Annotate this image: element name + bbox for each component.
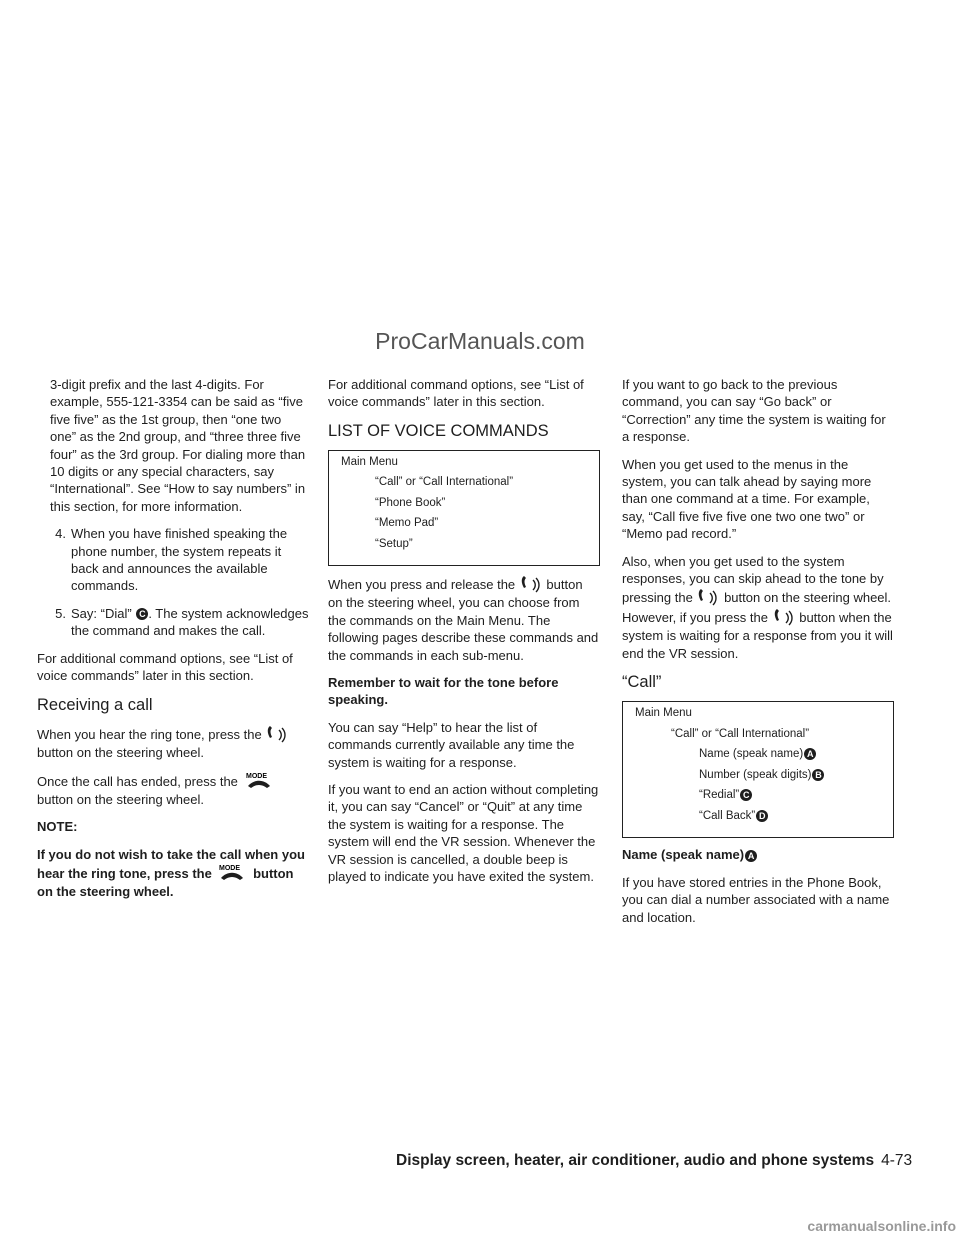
paragraph-press: When you press and release the button on the steering wheel, you can choose from the commands on the Main Menu. The following pages describe these commands and the commands in each sub-menu. (328, 574, 600, 664)
phone-talk-icon (265, 724, 289, 744)
paragraph-talk-ahead: When you get used to the menus in the system, you can talk ahead by saying more than one command at a time. For example, say, “Call five five five one two one two” or “Memo pad record.” (622, 456, 872, 542)
step-text: When you have finished speaking the phone number, the system repeats it back and announces the available commands. (71, 526, 288, 594)
paragraph-more-options: For additional command options, see “List of voice commands” later in this section. (37, 650, 293, 684)
step-number: 5. (55, 605, 66, 621)
badge-c-icon: C (740, 789, 752, 801)
heading-list-voice-commands: LIST OF VOICE COMMANDS (328, 421, 549, 440)
paragraph-continued: 3-digit prefix and the last 4-digits. For example, 555-121-3354 can be said as “five five five” as the 1st group, then “one two one” as the 2nd group, and “three three five four” as the 3rd group. For dialing more than 10 digits or any special characters, say “International”. See “How to say numbers” in this section, for more information. (50, 377, 306, 514)
note-label: NOTE: (37, 819, 78, 835)
page-footer (396, 1152, 912, 1170)
menu-item: “Call” or “Call International” (375, 476, 514, 489)
mode-label: MODE (219, 865, 241, 873)
heading-receiving-call: Receiving a call (37, 695, 153, 714)
hangup-mode-icon (242, 771, 276, 791)
menu-sub: “Call” or “Call International” (671, 727, 810, 740)
mode-label: MODE (245, 772, 267, 780)
phone-talk-icon (772, 607, 796, 627)
step-5 (37, 605, 309, 640)
heading-call: “Call” (622, 673, 662, 692)
badge-a-icon: A (745, 850, 757, 862)
menu-item: “Setup” (375, 537, 413, 550)
hangup-mode-icon (215, 863, 249, 883)
paragraph-go-back: If you want to go back to the previous command, you can say “Go back” or “Correction” any time the system is waiting for a response. (622, 377, 886, 445)
menu-item: Name (speak name) A (635, 747, 881, 761)
paragraph-cancel: If you want to end an action without completing it, you can say “Cancel” or “Quit” at any time the system is waiting for a response. The system will end the VR session. Whenever the VR session is cancelled, a double beep is played to indicate you have exited the system. (328, 781, 599, 884)
paragraph-name: If you have stored entries in the Phone Book, you can dial a number associated with a name and location. (622, 874, 890, 925)
footer-title: Display screen, heater, air conditioner, audio and phone systems (396, 1152, 875, 1169)
watermark-top: ProCarManuals.com (375, 328, 585, 354)
paragraph-more-options: For additional command options, see “List of voice commands” later in this section. (328, 377, 584, 410)
step-number: 4. (55, 526, 66, 542)
phone-talk-icon (519, 574, 543, 594)
menu-title: Main Menu (341, 455, 398, 468)
badge-d-icon: D (756, 810, 768, 822)
menu-item: “Phone Book” (375, 496, 446, 509)
step-text: Say: “Dial” C . The system acknowledges the command and makes the call. (71, 605, 309, 639)
main-menu-box (328, 450, 600, 567)
menu-title: Main Menu (635, 707, 692, 720)
column-1 (37, 376, 309, 911)
page-number: 4-73 (881, 1152, 913, 1169)
menu-item: “Redial” C (635, 788, 881, 802)
column-2 (328, 376, 600, 895)
phone-talk-icon (696, 587, 720, 607)
paragraph-remember: Remember to wait for the tone before speaking. (328, 674, 559, 708)
paragraph-help: You can say “Help” to hear the list of commands currently available any time the system is waiting for a response. (328, 719, 575, 770)
paragraph-skip: Also, when you get used to the system responses, you can skip ahead to the tone by pressing the button on the steering wheel. However, if you press the button when the system is waiting for a response from you it will end the VR session. (622, 553, 893, 661)
paragraph-receive: When you hear the ring tone, press the button on the steering wheel. (37, 724, 309, 761)
call-menu-box (622, 701, 894, 838)
badge-c-icon: C (136, 608, 148, 620)
column-3 (622, 376, 894, 936)
menu-item: Number (speak digits) B (635, 768, 881, 782)
paragraph-end-call: Once the call has ended, press the MODE button on the steering wheel. (37, 771, 309, 808)
step-4 (37, 525, 309, 595)
note-text: If you do not wish to take the call when you hear the ring tone, press the MODE button on the steering wheel. (37, 846, 305, 900)
badge-b-icon: B (812, 769, 824, 781)
name-heading: Name (speak name) A (622, 846, 894, 863)
menu-item: “Memo Pad” (375, 517, 439, 530)
badge-a-icon: A (804, 748, 816, 760)
watermark-bottom: carmanualsonline.info (807, 1218, 956, 1234)
menu-item: “Call Back” D (635, 809, 881, 823)
